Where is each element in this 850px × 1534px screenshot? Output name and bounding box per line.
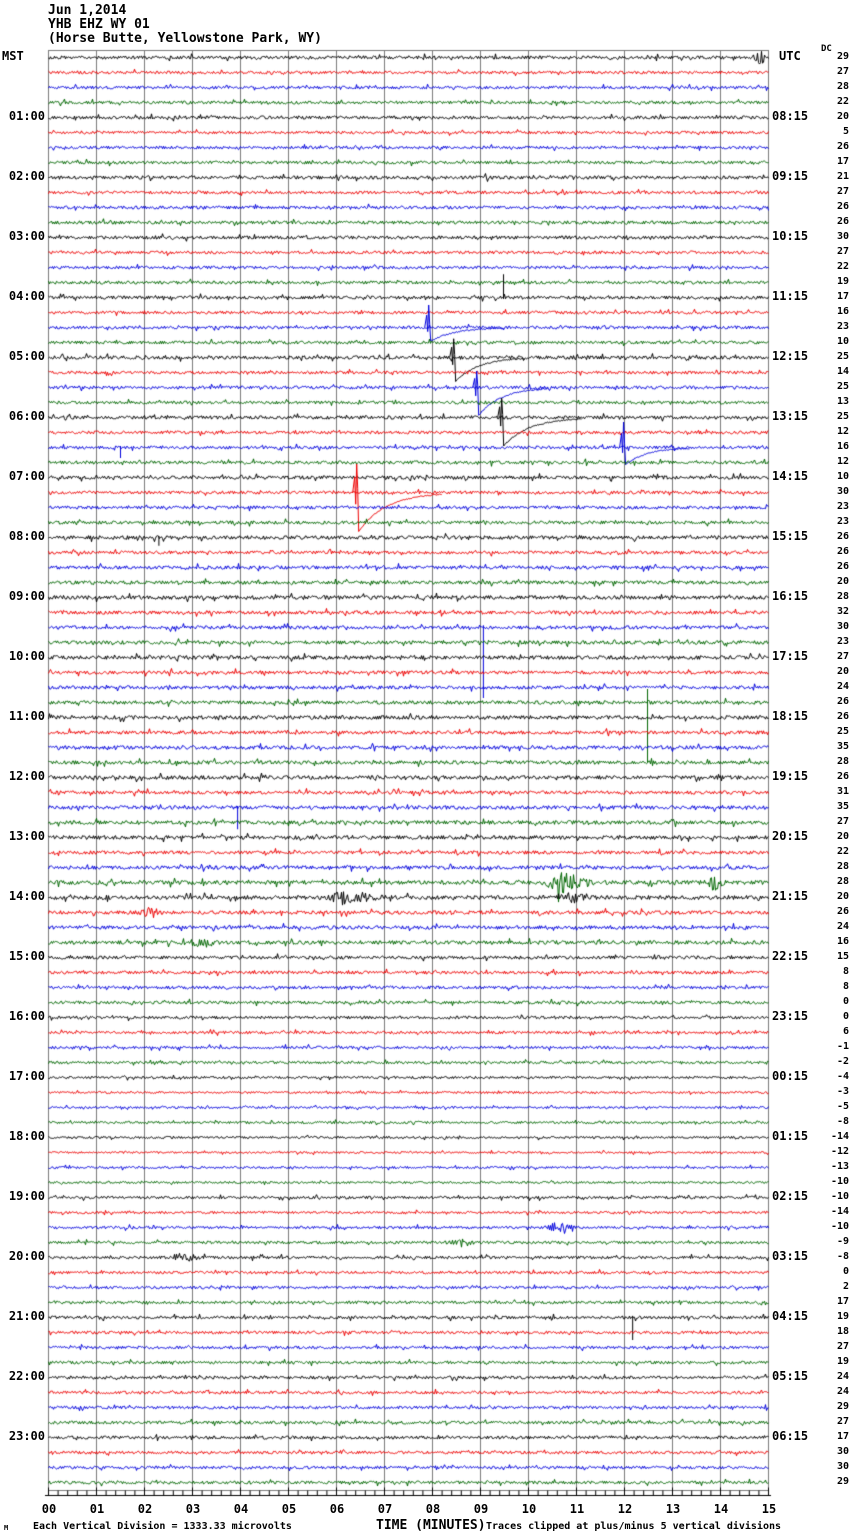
dc-offset-value: 22 — [836, 846, 849, 857]
dc-offset-value: 28 — [836, 591, 849, 602]
dc-offset-value: 26 — [836, 771, 849, 782]
mst-time-label: 14:00 — [8, 889, 45, 903]
dc-offset-value: 27 — [836, 1416, 849, 1427]
mst-time-label: 11:00 — [8, 709, 45, 723]
dc-offset-value: 0 — [842, 996, 849, 1007]
dc-offset-value: 27 — [836, 1341, 849, 1352]
x-tick-label: 14 — [713, 1502, 729, 1516]
x-tick-label: 06 — [329, 1502, 345, 1516]
dc-offset-value: -14 — [830, 1131, 849, 1142]
dc-offset-value: 24 — [836, 1386, 849, 1397]
dc-offset-value: 17 — [836, 1431, 849, 1442]
mst-time-label: 20:00 — [8, 1249, 45, 1263]
utc-time-label: 03:15 — [772, 1249, 809, 1263]
x-tick-label: 03 — [185, 1502, 201, 1516]
mst-time-label: 02:00 — [8, 169, 45, 183]
dc-offset-value: -8 — [836, 1116, 849, 1127]
utc-time-label: 22:15 — [772, 949, 809, 963]
x-tick-label: 07 — [377, 1502, 393, 1516]
mst-time-label: 22:00 — [8, 1369, 45, 1383]
right-axis-header: UTC — [779, 49, 801, 63]
dc-offset-value: 27 — [836, 66, 849, 77]
utc-time-label: 21:15 — [772, 889, 809, 903]
mst-time-label: 17:00 — [8, 1069, 45, 1083]
dc-offset-value: 28 — [836, 81, 849, 92]
dc-offset-value: -1 — [836, 1041, 849, 1052]
dc-offset-value: 29 — [836, 1476, 849, 1487]
dc-offset-value: 27 — [836, 246, 849, 257]
dc-offset-value: 23 — [836, 636, 849, 647]
utc-time-label: 15:15 — [772, 529, 809, 543]
x-tick-label: 10 — [521, 1502, 537, 1516]
dc-offset-value: 28 — [836, 756, 849, 767]
dc-offset-value: 20 — [836, 831, 849, 842]
x-tick-label: 05 — [281, 1502, 297, 1516]
x-tick-label: 12 — [617, 1502, 633, 1516]
utc-time-label: 06:15 — [772, 1429, 809, 1443]
utc-time-label: 20:15 — [772, 829, 809, 843]
dc-offset-value: 24 — [836, 921, 849, 932]
dc-offset-value: 10 — [836, 336, 849, 347]
dc-offset-value: 16 — [836, 441, 849, 452]
dc-offset-value: 12 — [836, 456, 849, 467]
dc-offset-value: -3 — [836, 1086, 849, 1097]
utc-time-label: 05:15 — [772, 1369, 809, 1383]
dc-offset-value: 30 — [836, 231, 849, 242]
dc-offset-value: 29 — [836, 1401, 849, 1412]
dc-offset-value: 12 — [836, 426, 849, 437]
x-tick-label: 08 — [425, 1502, 441, 1516]
left-axis-header: MST — [2, 49, 24, 63]
dc-offset-value: 27 — [836, 186, 849, 197]
dc-offset-value: 24 — [836, 1371, 849, 1382]
dc-offset-value: 26 — [836, 201, 849, 212]
dc-offset-value: 22 — [836, 261, 849, 272]
mst-time-label: 15:00 — [8, 949, 45, 963]
dc-offset-value: 23 — [836, 516, 849, 527]
dc-offset-value: 23 — [836, 321, 849, 332]
utc-time-label: 18:15 — [772, 709, 809, 723]
x-axis-title: TIME (MINUTES) — [376, 1518, 486, 1533]
dc-offset-value: -8 — [836, 1251, 849, 1262]
dc-offset-value: -13 — [830, 1161, 849, 1172]
utc-time-label: 13:15 — [772, 409, 809, 423]
dc-offset-value: 23 — [836, 501, 849, 512]
dc-offset-value: 28 — [836, 861, 849, 872]
x-tick-label: 15 — [761, 1502, 777, 1516]
x-tick-label: 04 — [233, 1502, 249, 1516]
mst-time-label: 12:00 — [8, 769, 45, 783]
dc-offset-value: 0 — [842, 1011, 849, 1022]
dc-offset-value: 16 — [836, 936, 849, 947]
dc-offset-value: 25 — [836, 726, 849, 737]
utc-time-label: 01:15 — [772, 1129, 809, 1143]
dc-offset-value: 26 — [836, 141, 849, 152]
dc-offset-value: 20 — [836, 891, 849, 902]
utc-time-label: 08:15 — [772, 109, 809, 123]
mst-time-label: 18:00 — [8, 1129, 45, 1143]
header-date: Jun 1,2014 — [48, 3, 127, 18]
utc-time-label: 17:15 — [772, 649, 809, 663]
dc-offset-value: 22 — [836, 96, 849, 107]
dc-offset-value: 26 — [836, 531, 849, 542]
dc-offset-value: 32 — [836, 606, 849, 617]
dc-offset-value: 26 — [836, 906, 849, 917]
dc-offset-value: 19 — [836, 1311, 849, 1322]
mst-time-label: 13:00 — [8, 829, 45, 843]
dc-offset-value: 6 — [842, 1026, 849, 1037]
mst-time-label: 07:00 — [8, 469, 45, 483]
dc-offset-value: 10 — [836, 471, 849, 482]
dc-offset-value: 2 — [842, 1281, 849, 1292]
dc-offset-value: -4 — [836, 1071, 849, 1082]
dc-offset-value: 27 — [836, 816, 849, 827]
mst-time-label: 08:00 — [8, 529, 45, 543]
mst-time-label: 16:00 — [8, 1009, 45, 1023]
x-tick-label: 00 — [41, 1502, 57, 1516]
utc-time-label: 00:15 — [772, 1069, 809, 1083]
x-tick-label: 11 — [569, 1502, 585, 1516]
dc-offset-value: 26 — [836, 546, 849, 557]
dc-offset-value: 24 — [836, 681, 849, 692]
dc-offset-value: 16 — [836, 306, 849, 317]
dc-column-header: DC — [821, 44, 832, 54]
utc-time-label: 02:15 — [772, 1189, 809, 1203]
utc-time-label: 12:15 — [772, 349, 809, 363]
mst-time-label: 19:00 — [8, 1189, 45, 1203]
dc-offset-value: 15 — [836, 951, 849, 962]
dc-offset-value: 25 — [836, 411, 849, 422]
dc-offset-value: 19 — [836, 276, 849, 287]
mst-time-label: 03:00 — [8, 229, 45, 243]
utc-time-label: 19:15 — [772, 769, 809, 783]
dc-offset-value: 17 — [836, 156, 849, 167]
dc-offset-value: 26 — [836, 561, 849, 572]
dc-offset-value: 27 — [836, 651, 849, 662]
dc-offset-value: 35 — [836, 801, 849, 812]
dc-offset-value: 17 — [836, 291, 849, 302]
dc-offset-value: 17 — [836, 1296, 849, 1307]
mst-time-label: 09:00 — [8, 589, 45, 603]
dc-offset-value: -10 — [830, 1191, 849, 1202]
footer-clip-note: Traces clipped at plus/minus 5 vertical divisions — [486, 1521, 782, 1532]
dc-offset-value: -14 — [830, 1206, 849, 1217]
dc-offset-value: 26 — [836, 711, 849, 722]
dc-offset-value: 35 — [836, 741, 849, 752]
dc-offset-value: 20 — [836, 666, 849, 677]
x-tick-label: 02 — [137, 1502, 153, 1516]
dc-offset-value: 8 — [842, 981, 849, 992]
dc-offset-value: 25 — [836, 351, 849, 362]
footer-scale-note: Each Vertical Division = 1333.33 microvolts — [33, 1521, 292, 1532]
utc-time-label: 23:15 — [772, 1009, 809, 1023]
dc-offset-value: 30 — [836, 621, 849, 632]
x-tick-label: 09 — [473, 1502, 489, 1516]
utc-time-label: 10:15 — [772, 229, 809, 243]
dc-offset-value: 21 — [836, 171, 849, 182]
utc-time-label: 09:15 — [772, 169, 809, 183]
x-tick-label: 13 — [665, 1502, 681, 1516]
dc-offset-value: 30 — [836, 486, 849, 497]
dc-offset-value: 19 — [836, 1356, 849, 1367]
dc-offset-value: 0 — [842, 1266, 849, 1277]
dc-offset-value: -10 — [830, 1176, 849, 1187]
dc-offset-value: -12 — [830, 1146, 849, 1157]
dc-offset-value: 25 — [836, 381, 849, 392]
dc-offset-value: 29 — [836, 51, 849, 62]
corner-mark: M — [4, 1524, 9, 1532]
dc-offset-value: -9 — [836, 1236, 849, 1247]
mst-time-label: 04:00 — [8, 289, 45, 303]
dc-offset-value: 28 — [836, 876, 849, 887]
utc-time-label: 11:15 — [772, 289, 809, 303]
dc-offset-value: 13 — [836, 396, 849, 407]
dc-offset-value: -10 — [830, 1221, 849, 1232]
utc-time-label: 16:15 — [772, 589, 809, 603]
mst-time-label: 05:00 — [8, 349, 45, 363]
header-station: YHB EHZ WY 01 — [48, 17, 150, 32]
utc-time-label: 14:15 — [772, 469, 809, 483]
dc-offset-value: 18 — [836, 1326, 849, 1337]
mst-time-label: 06:00 — [8, 409, 45, 423]
dc-offset-value: 14 — [836, 366, 849, 377]
dc-offset-value: 8 — [842, 966, 849, 977]
mst-time-label: 10:00 — [8, 649, 45, 663]
mst-time-label: 21:00 — [8, 1309, 45, 1323]
dc-offset-value: 20 — [836, 576, 849, 587]
x-tick-label: 01 — [89, 1502, 105, 1516]
dc-offset-value: -2 — [836, 1056, 849, 1067]
dc-offset-value: 26 — [836, 216, 849, 227]
utc-time-label: 04:15 — [772, 1309, 809, 1323]
dc-offset-value: 31 — [836, 786, 849, 797]
dc-offset-value: 5 — [842, 126, 849, 137]
dc-offset-value: 20 — [836, 111, 849, 122]
dc-offset-value: 26 — [836, 696, 849, 707]
dc-offset-value: -5 — [836, 1101, 849, 1112]
mst-time-label: 23:00 — [8, 1429, 45, 1443]
dc-offset-value: 30 — [836, 1461, 849, 1472]
dc-offset-value: 30 — [836, 1446, 849, 1457]
header-location: (Horse Butte, Yellowstone Park, WY) — [48, 31, 322, 46]
mst-time-label: 01:00 — [8, 109, 45, 123]
